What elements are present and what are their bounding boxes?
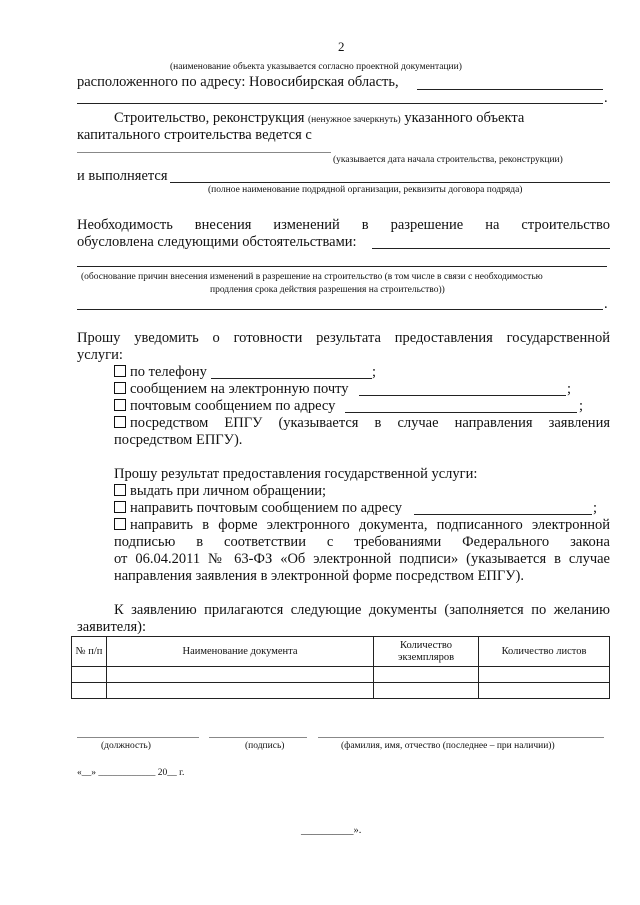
- in-person-label: выдать при личном обращении;: [130, 483, 327, 499]
- attachments-line1: К заявлению прилагаются следующие документы (заполняется по желанию: [114, 602, 610, 618]
- justification-note-2: продления срока действия разрешения на строительство)): [210, 285, 445, 295]
- epgu-label: посредством ЕПГУ (указывается в случае направления заявления: [130, 415, 610, 431]
- contractor-field[interactable]: [170, 182, 610, 183]
- electronic-line3: от 06.04.2011 № 63-ФЗ «Об электронной подписи» (указывается в случае: [114, 551, 610, 567]
- address-label: расположенного по адресу: Новосибирская область,: [77, 74, 399, 90]
- email-checkbox[interactable]: [114, 382, 126, 394]
- epgu-checkbox[interactable]: [114, 416, 126, 428]
- full-name-field[interactable]: [318, 737, 604, 738]
- table-cell[interactable]: [479, 667, 610, 683]
- footer-mark: __________».: [301, 825, 362, 836]
- semicolon-2: ;: [567, 381, 572, 397]
- option-post[interactable]: [114, 398, 335, 415]
- table-row[interactable]: [72, 667, 610, 683]
- address-field-2[interactable]: [77, 103, 603, 104]
- option-email[interactable]: [114, 381, 349, 398]
- email-field[interactable]: [359, 395, 566, 396]
- full-name-caption: (фамилия, имя, отчество (последнее – при наличии)): [341, 741, 555, 751]
- position-caption: (должность): [101, 741, 151, 751]
- address-field[interactable]: [417, 89, 603, 90]
- circumstances-field-2[interactable]: [77, 266, 607, 267]
- notify-line2: услуги:: [77, 347, 123, 363]
- period-2: .: [604, 296, 608, 312]
- table-cell[interactable]: [479, 683, 610, 699]
- start-date-field[interactable]: [77, 152, 331, 153]
- electronic-line2: подписью в соответствии с требованиями Федерального закона: [114, 534, 610, 550]
- table-cell[interactable]: [107, 667, 374, 683]
- table-row[interactable]: [72, 683, 610, 699]
- strike-note: (ненужное зачеркнуть): [308, 115, 401, 125]
- signature-caption: (подпись): [245, 741, 285, 751]
- epgu-line2: посредством ЕПГУ).: [114, 432, 243, 448]
- phone-label: по телефону: [130, 364, 207, 380]
- table-cell[interactable]: [72, 667, 107, 683]
- phone-checkbox[interactable]: [114, 365, 126, 377]
- table-header-row: [72, 637, 610, 667]
- col-copies: Количество экземпляров: [374, 637, 479, 667]
- in-person-checkbox[interactable]: [114, 484, 126, 496]
- semicolon-3: ;: [579, 398, 584, 414]
- attachments-line2: заявителя):: [77, 619, 146, 635]
- col-doc-name: Наименование документа: [107, 637, 374, 667]
- electronic-checkbox[interactable]: [114, 518, 126, 530]
- table-cell[interactable]: [72, 683, 107, 699]
- construction-object-text: указанного объекта: [404, 110, 525, 126]
- period: .: [604, 90, 608, 106]
- notify-line1: Прошу уведомить о готовности результата предоставления государственной: [77, 330, 610, 346]
- semicolon-4: ;: [593, 500, 598, 516]
- necessity-line2: обусловлена следующими обстоятельствами:: [77, 234, 357, 250]
- result-address-field[interactable]: [414, 514, 592, 515]
- circumstances-field-3[interactable]: [77, 309, 603, 310]
- result-line1: Прошу результат предоставления государственной услуги:: [114, 466, 478, 482]
- by-post-label: направить почтовым сообщением по адресу: [130, 500, 403, 516]
- necessity-line1: Необходимость внесения изменений в разрешение на строительство: [77, 217, 610, 233]
- table-cell[interactable]: [374, 667, 479, 683]
- phone-field[interactable]: [211, 378, 372, 379]
- contractor-note: (полное наименование подрядной организации, реквизиты договора подряда): [208, 185, 523, 195]
- semicolon-1: ;: [372, 364, 377, 380]
- signature-date[interactable]: «__» ____________ 20__ г.: [77, 768, 185, 778]
- position-field[interactable]: [77, 737, 199, 738]
- email-label: сообщением на электронную почту: [130, 381, 349, 397]
- object-name-note: (наименование объекта указывается согласно проектной документации): [170, 62, 462, 72]
- electronic-label: направить в форме электронного документа, подписанного электронной: [130, 517, 610, 533]
- option-electronic[interactable]: [114, 517, 610, 534]
- date-note: (указывается дата начала строительства, реконструкции): [333, 155, 563, 165]
- documents-table: [71, 636, 610, 699]
- table-cell[interactable]: [107, 683, 374, 699]
- post-checkbox[interactable]: [114, 399, 126, 411]
- table-cell[interactable]: [374, 683, 479, 699]
- option-in-person[interactable]: [114, 483, 326, 500]
- post-label: почтовым сообщением по адресу: [130, 398, 336, 414]
- circumstances-field[interactable]: [372, 248, 610, 249]
- construction-line2: капитального строительства ведется с: [77, 127, 312, 143]
- page-number: 2: [338, 39, 345, 54]
- option-by-post[interactable]: [114, 500, 402, 517]
- col-number: № п/п: [72, 637, 107, 667]
- signature-field[interactable]: [209, 737, 307, 738]
- electronic-line4: направления заявления в электронной форме посредством ЕПГУ).: [114, 568, 525, 584]
- option-phone[interactable]: [114, 364, 207, 381]
- option-epgu[interactable]: [114, 415, 610, 432]
- justification-note-1: (обоснование причин внесения изменений в разрешение на строительство (в том числе в связи с необходимостью: [81, 272, 543, 282]
- col-sheets: Количество листов: [479, 637, 610, 667]
- post-address-field[interactable]: [345, 412, 577, 413]
- by-post-checkbox[interactable]: [114, 501, 126, 513]
- performed-label: и выполняется: [77, 168, 168, 184]
- construction-text: Строительство, реконструкция: [114, 110, 305, 126]
